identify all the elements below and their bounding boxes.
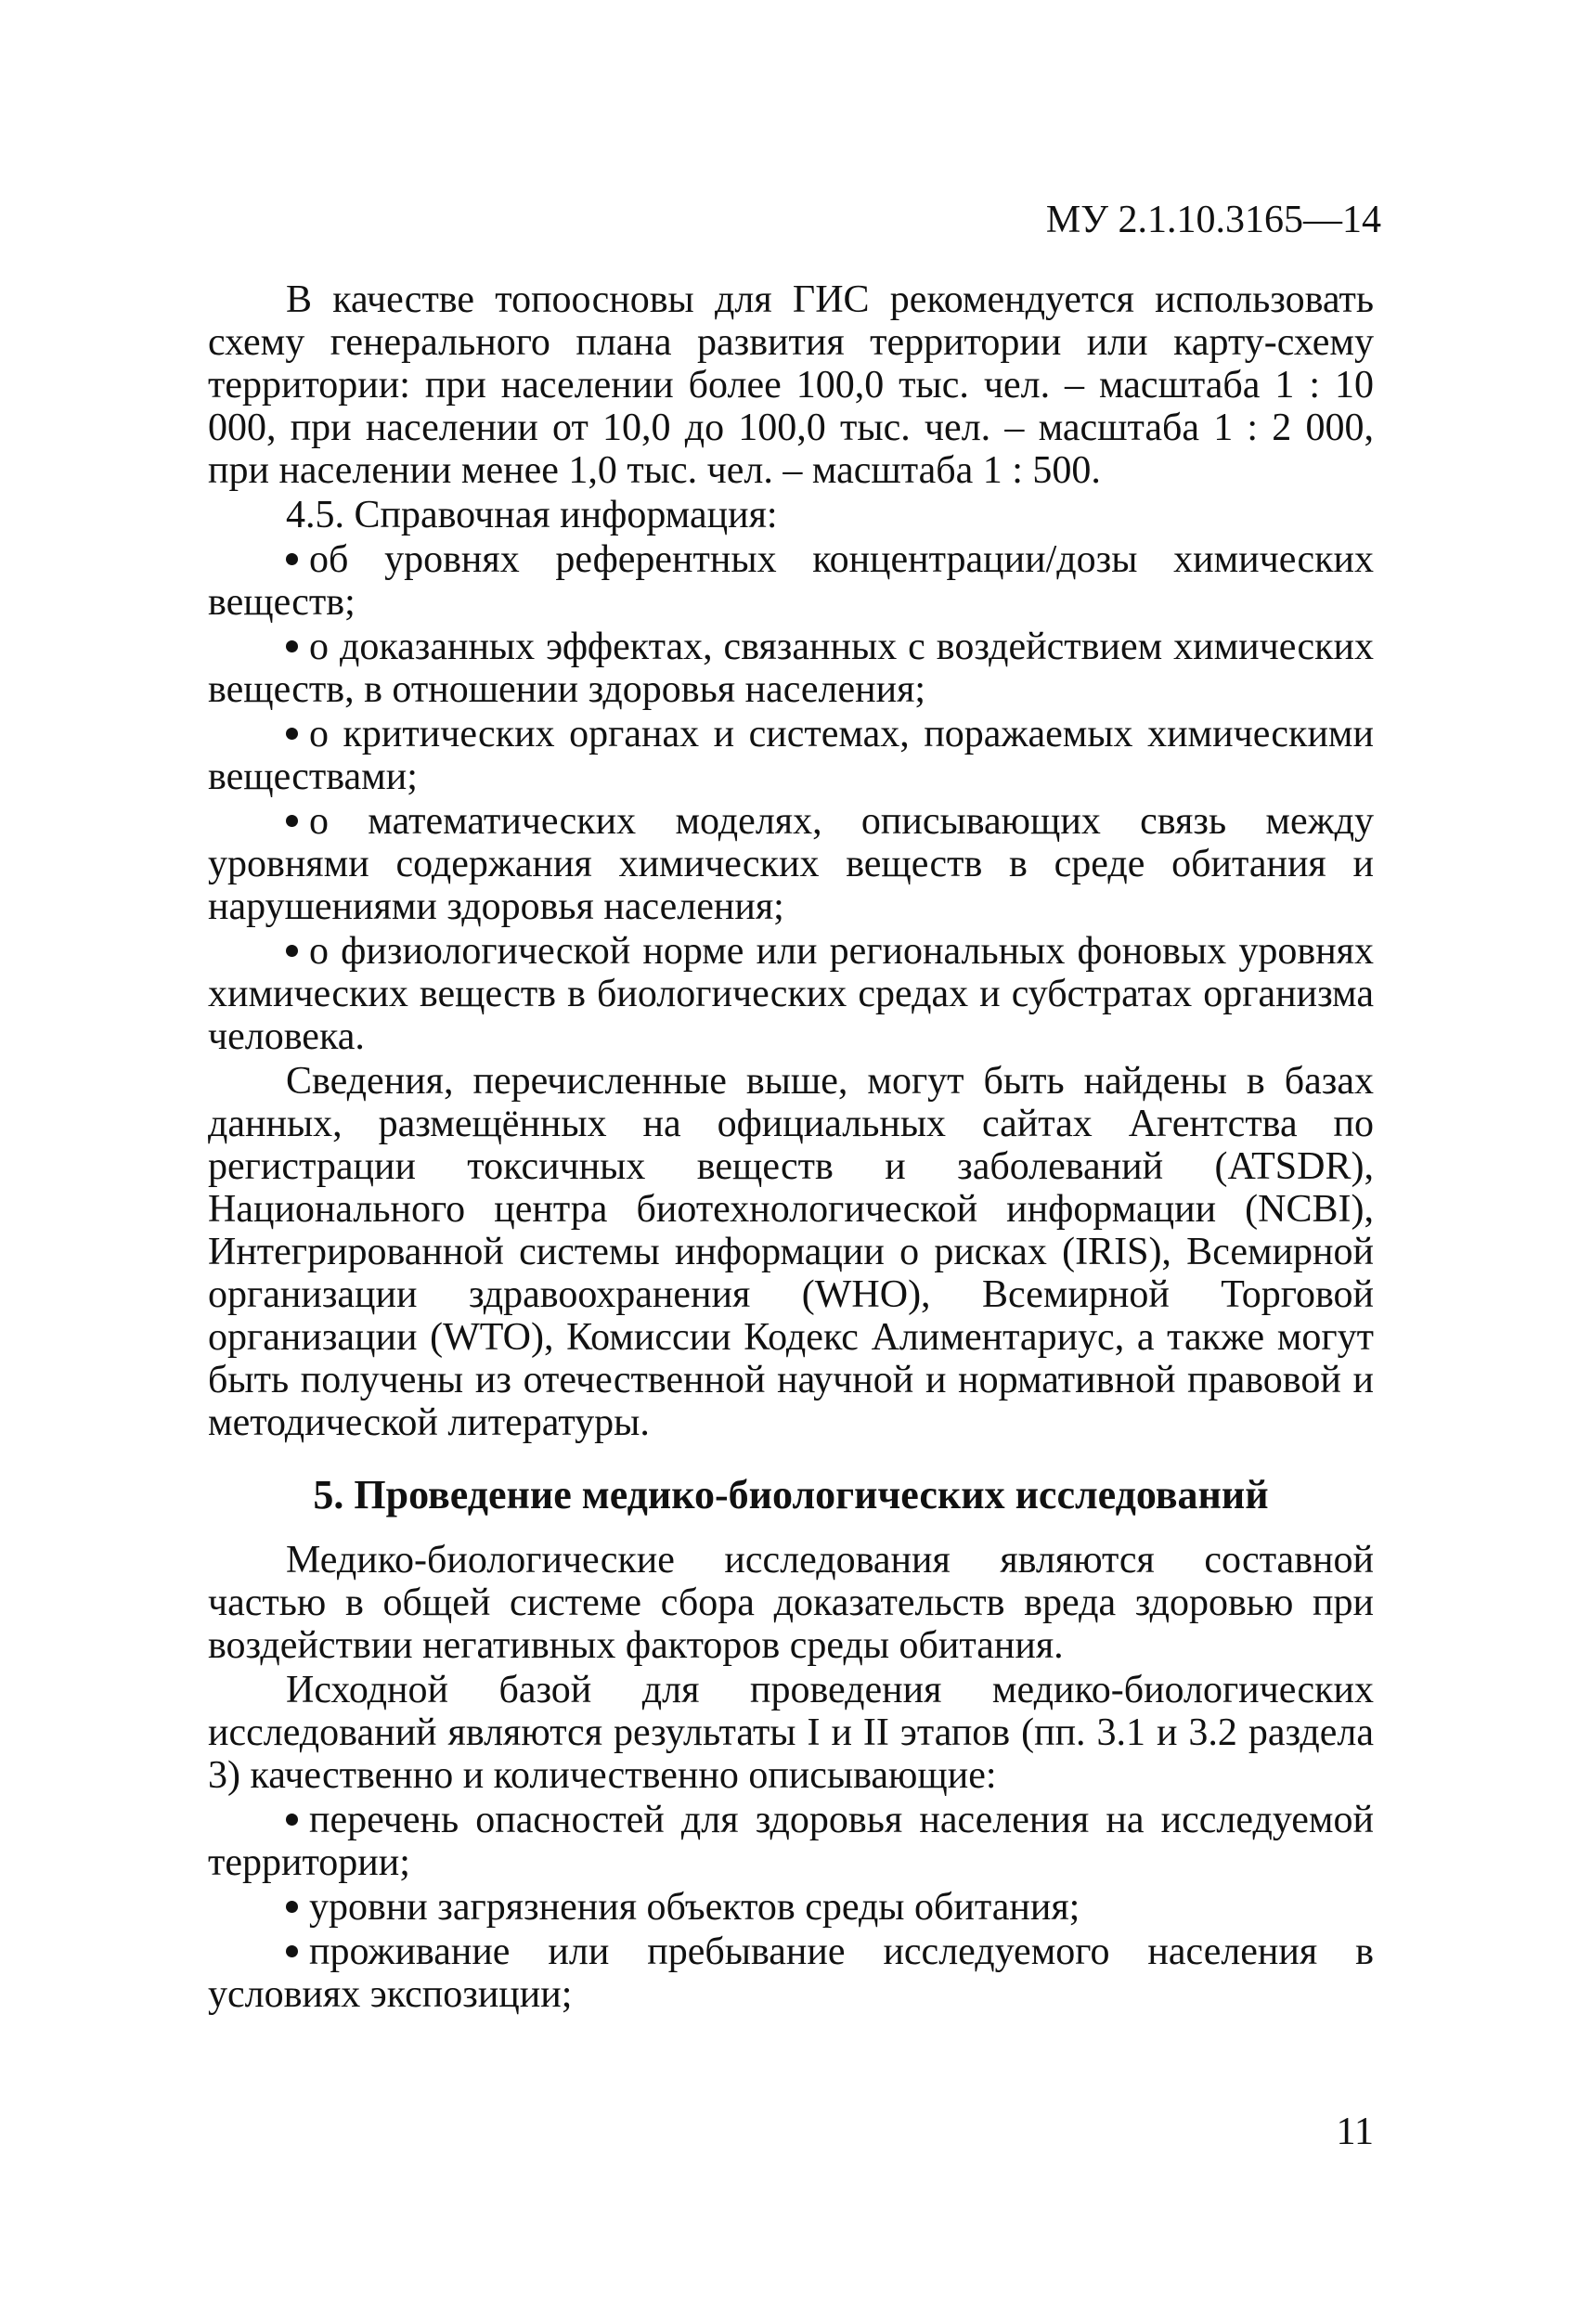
- bullet-icon: [286, 1901, 298, 1913]
- paragraph-biomedical-research: Медико-биологические исследования являются составной частью в общей системе сбора доказательств вреда здоровью при воздействии негативных факторов среды обитания.: [208, 1539, 1374, 1667]
- list-item-text: об уровнях референтных концентрации/дозы химических веществ;: [208, 538, 1374, 624]
- list-item: [208, 538, 1374, 624]
- list-item: [208, 1799, 1374, 1884]
- bullet-icon: [286, 553, 298, 565]
- list-item-text: о доказанных эффектах, связанных с воздействием химических веществ, в отношении здоровья населения;: [208, 626, 1374, 711]
- bullet-icon: [286, 1945, 298, 1957]
- reference-bullet-list: [208, 538, 1374, 1058]
- list-item: [208, 1930, 1374, 2016]
- section-title: 5. Проведение медико-биологических исследований: [313, 1472, 1269, 1517]
- bullet-icon: [286, 815, 298, 827]
- paragraph-topographic-basis: В качестве топоосновы для ГИС рекомендуется использовать схему генерального плана развития территории или карту-схему территории: при населении более 100,0 тыс. чел. – масштаба 1 : 10 000, при населении от 10,0 до 100,0 тыс. чел. – масштаба 1 : 2 000, при населении менее 1,0 тыс. чел. – масштаба 1 : 500.: [208, 278, 1374, 492]
- list-item-text: о критических органах и системах, поражаемых химическими веществами;: [208, 713, 1374, 798]
- section5-bullet-list: [208, 1799, 1374, 2016]
- list-item: [208, 1886, 1374, 1929]
- paragraph-baseline: Исходной базой для проведения медико-биологических исследований являются результаты I и II этапов (пп. 3.1 и 3.2 раздела 3) качественно и количественно описывающие:: [208, 1669, 1374, 1797]
- page-content: [208, 278, 1374, 2018]
- list-item-text: уровни загрязнения объектов среды обитания;: [309, 1886, 1080, 1929]
- bullet-icon: [286, 945, 298, 957]
- list-item-text: проживание или пребывание исследуемого населения в условиях экспозиции;: [208, 1930, 1374, 2016]
- list-item: [208, 930, 1374, 1058]
- bullet-icon: [286, 728, 298, 740]
- list-item: [208, 626, 1374, 711]
- list-item: [208, 800, 1374, 928]
- document-code-header: МУ 2.1.10.3165—14: [1045, 199, 1381, 241]
- list-item-text: о физиологической норме или региональных фоновых уровнях химических веществ в биологических средах и субстратах организма человека.: [208, 930, 1374, 1058]
- list-item-text: перечень опасностей для здоровья населения на исследуемой территории;: [208, 1799, 1374, 1884]
- list-item-text: о математических моделях, описывающих связь между уровнями содержания химических веществ в среде обитания и нарушениями здоровья населения;: [208, 800, 1374, 928]
- paragraph-databases: Сведения, перечисленные выше, могут быть найдены в базах данных, размещённых на официальных сайтах Агентства по регистрации токсичных веществ и заболеваний (ATSDR), Национального центра биотехнологической информации (NCBI), Интегрированной системы информации о рисках (IRIS), Всемирной организации здравоохранения (WHO), Всемирной Торговой организации (WTO), Комиссии Кодекс Алиментариус, а также могут быть получены из отечественной научной и нормативной правовой и методической литературы.: [208, 1060, 1374, 1444]
- paragraph-reference-info-heading: 4.5. Справочная информация:: [286, 494, 778, 536]
- list-item: [208, 713, 1374, 798]
- page-number: 11: [1336, 2111, 1374, 2153]
- bullet-icon: [286, 640, 298, 652]
- bullet-icon: [286, 1814, 298, 1826]
